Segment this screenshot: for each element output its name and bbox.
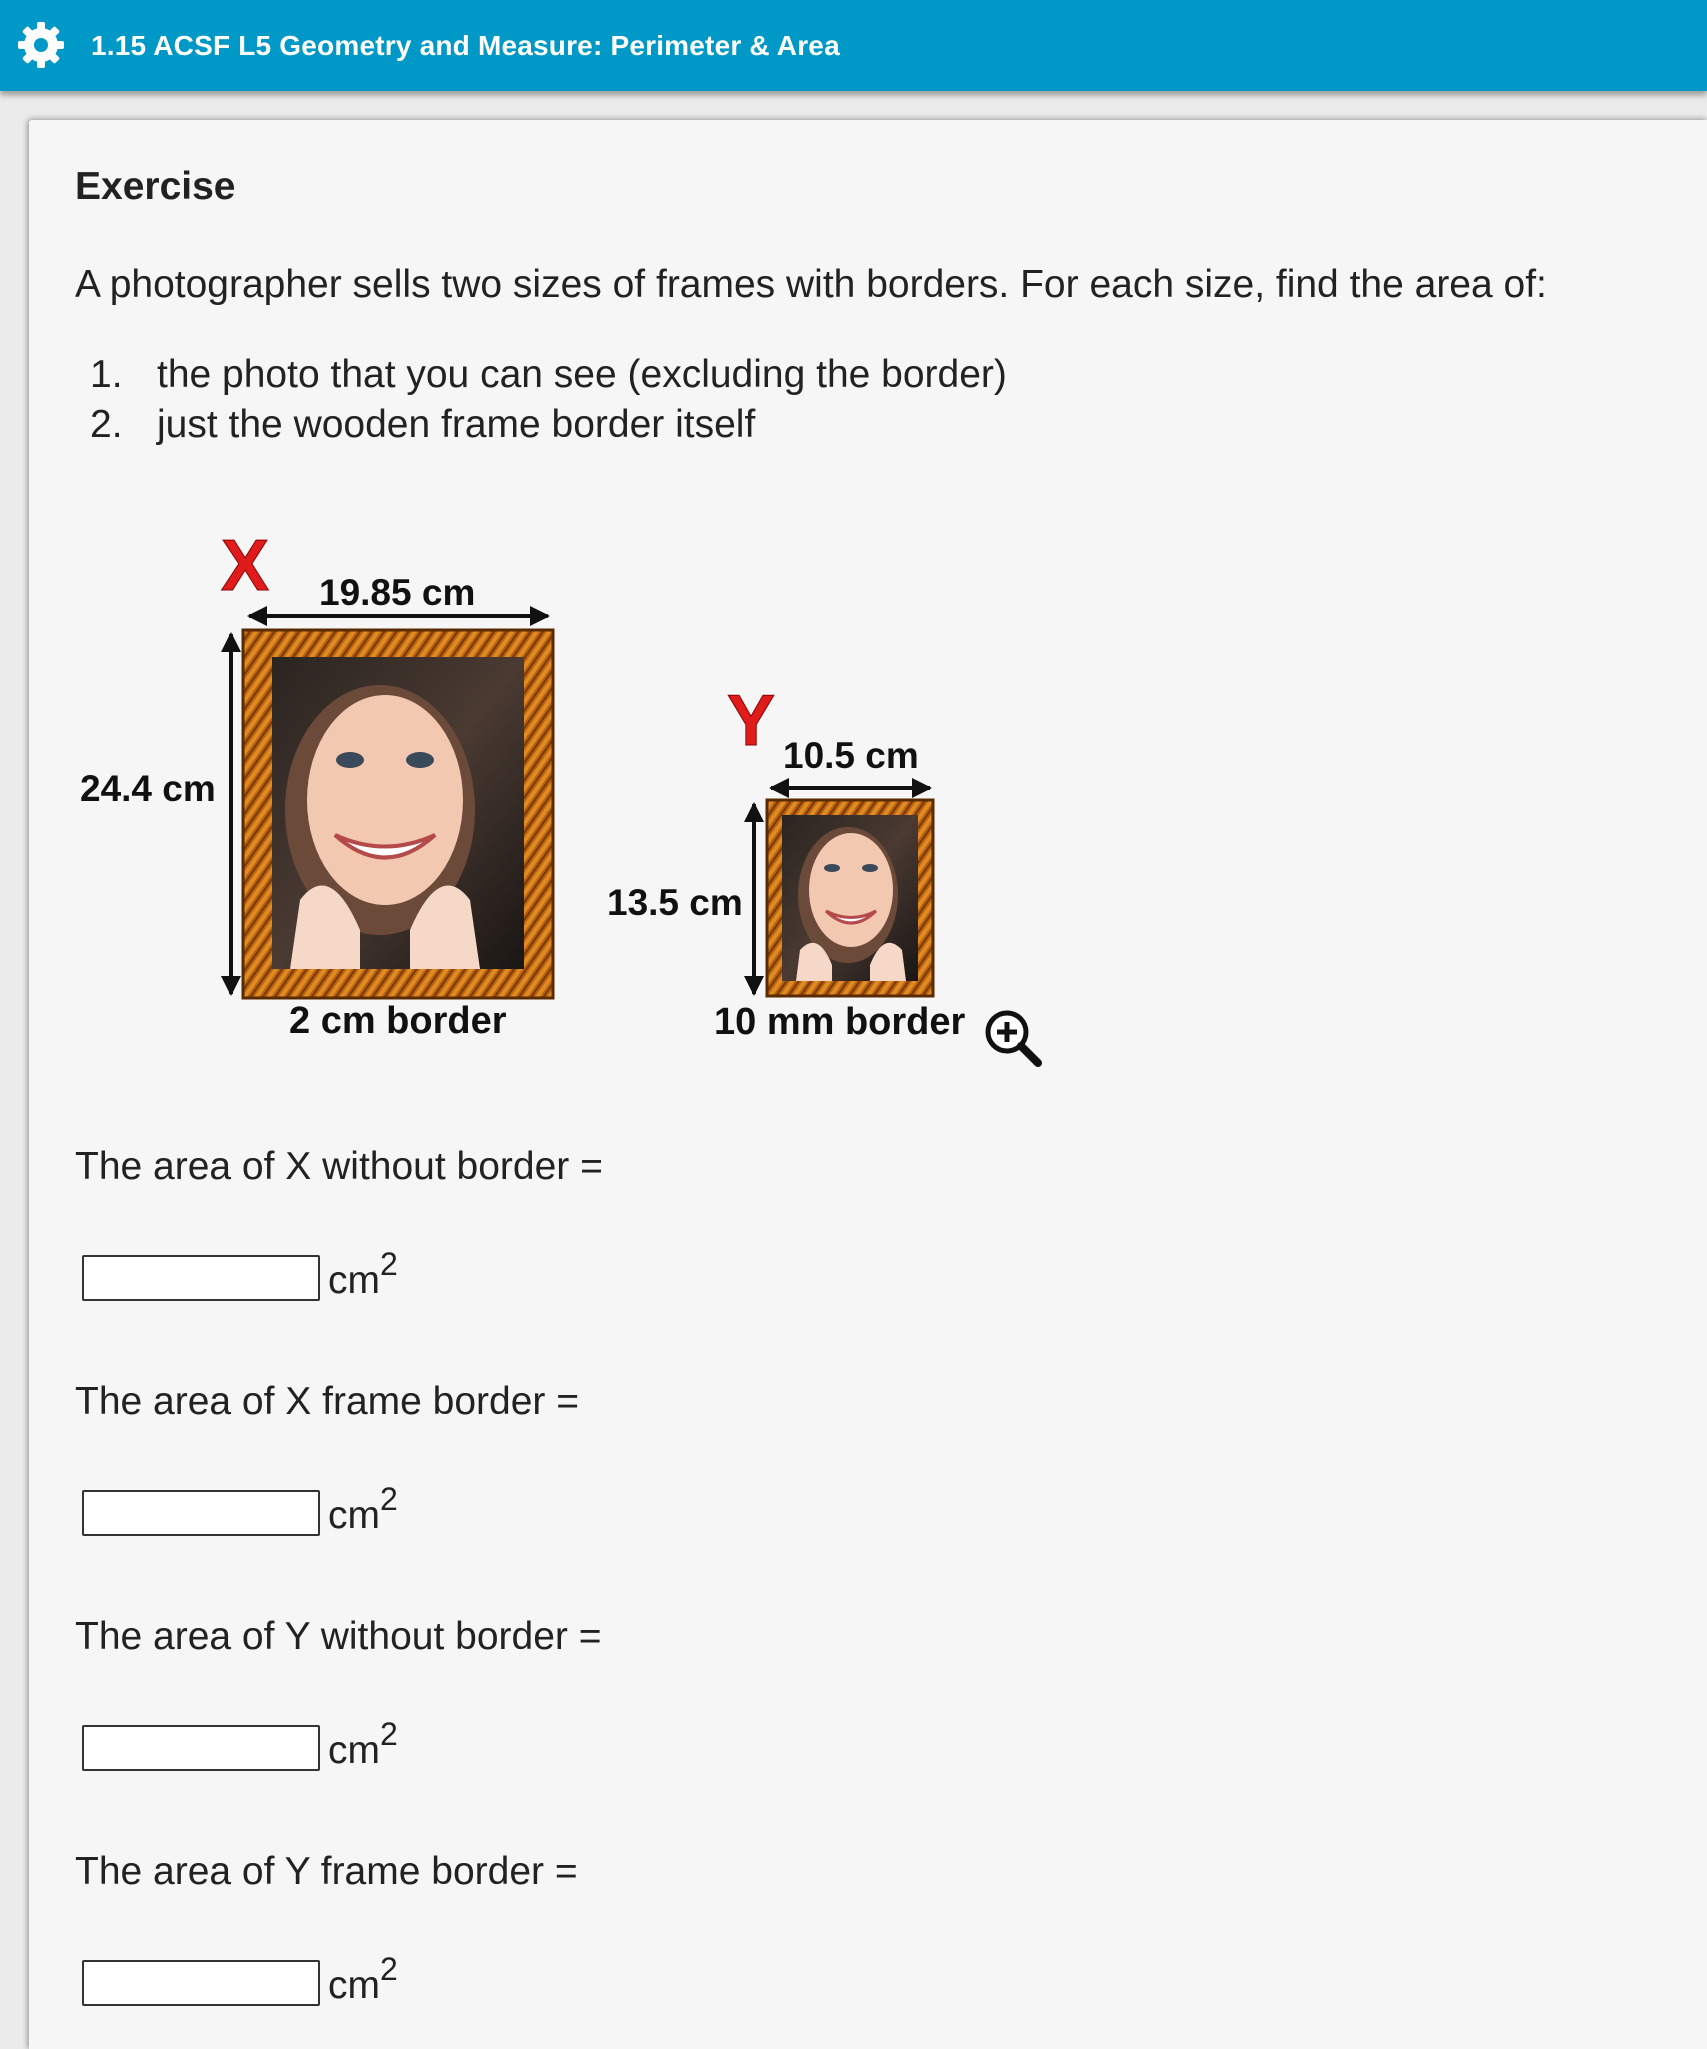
- header-bar: [0, 0, 1707, 91]
- question-label: The area of X without border =: [75, 1145, 603, 1188]
- frame-x-height-label: 24.4 cm: [80, 768, 216, 809]
- answer-input-x-photo[interactable]: [82, 1255, 320, 1301]
- frame-y-border-label: 10 mm border: [714, 1001, 966, 1043]
- unit-exponent: 2: [380, 1716, 398, 1752]
- exercise-heading: Exercise: [75, 165, 236, 208]
- instruction-list: [90, 350, 1007, 450]
- question-label: The area of X frame border =: [75, 1380, 580, 1423]
- unit-exponent: 2: [380, 1246, 398, 1282]
- unit-exponent: 2: [380, 1481, 398, 1517]
- list-item-number: 1.: [90, 353, 123, 396]
- answer-input-y-border[interactable]: [82, 1960, 320, 2006]
- unit-label: [328, 1716, 398, 1773]
- gear-icon[interactable]: [16, 20, 66, 70]
- list-item: [90, 350, 1007, 400]
- unit-label: [328, 1246, 398, 1303]
- answer-input-x-border[interactable]: [82, 1490, 320, 1536]
- answer-input-y-photo[interactable]: [82, 1725, 320, 1771]
- zoom-in-icon[interactable]: [982, 1007, 1044, 1069]
- page-title: 1.15 ACSF L5 Geometry and Measure: Perimeter & Area: [91, 30, 840, 61]
- unit-text: cm: [328, 1259, 380, 1302]
- frame-x-letter: X: [221, 526, 270, 606]
- unit-text: cm: [328, 1494, 380, 1537]
- question-label: The area of Y frame border =: [75, 1850, 578, 1893]
- frame-y-width-label: 10.5 cm: [783, 735, 919, 776]
- question-label: The area of Y without border =: [75, 1615, 602, 1658]
- unit-label: [328, 1951, 398, 2008]
- frame-y-height-label: 13.5 cm: [607, 882, 743, 923]
- list-item-text: the photo that you can see (excluding the border): [157, 353, 1007, 396]
- unit-text: cm: [328, 1729, 380, 1772]
- unit-exponent: 2: [380, 1951, 398, 1987]
- unit-text: cm: [328, 1964, 380, 2007]
- list-item-text: just the wooden frame border itself: [157, 403, 756, 446]
- exercise-intro: A photographer sells two sizes of frames with borders. For each size, find the area of:: [75, 263, 1547, 306]
- unit-label: [328, 1481, 398, 1538]
- frame-x-border-label: 2 cm border: [289, 1000, 507, 1042]
- list-item: [90, 400, 1007, 450]
- list-item-number: 2.: [90, 403, 123, 446]
- frame-y-letter: Y: [727, 681, 776, 761]
- frame-x-width-label: 19.85 cm: [319, 572, 476, 613]
